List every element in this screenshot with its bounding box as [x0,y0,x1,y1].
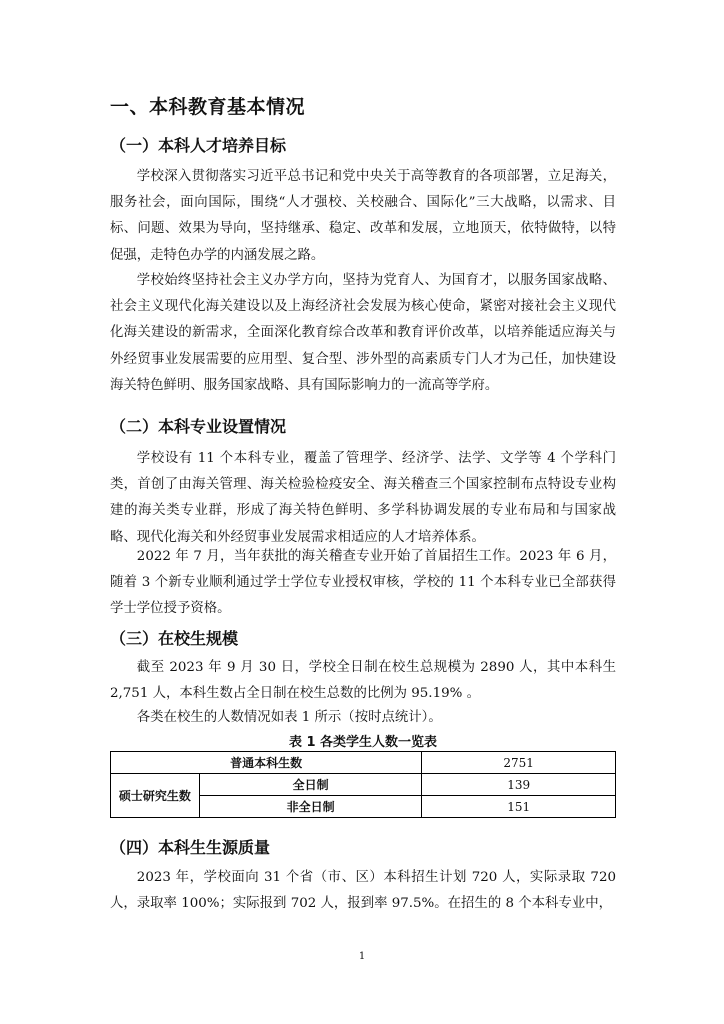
undergrad-label: 普通本科生数 [111,752,422,774]
table-row [111,752,616,774]
section-heading: 一、本科教育基本情况 [110,96,306,118]
paragraph-enrollment-2: 各类在校生的人数情况如表 1 所示（按时点统计）。 [136,710,442,725]
paragraph-goals-2: 学校始终坚持社会主义办学方向，坚持为党育人、为国育才，以服务国家战略、社会主义现代化海关建设以及上海经济社会发展为核心使命，紧密对接社会主义现代化海关建设的新需求，全面深化教育综合改革和教育评价改革，以培养能适应海关与外经贸事业发展需要的应用型、复合型、涉外型的高素质专门人才为己任，加快建设海关特色鲜明、服务国家战略、具有国际影响力的一流高等学府。 [110,273,616,393]
table-caption: 表 1 各类学生人数一览表 [288,735,438,750]
student-count-table [110,751,616,818]
parttime-value: 151 [422,796,616,818]
fulltime-value: 139 [422,774,616,796]
paragraph-majors-1: 学校设有 11 个本科专业，覆盖了管理学、经济学、法学、文学等 4 个学科门类，首创了由海关管理、海关检验检疫安全、海关稽查三个国家控制布点特设专业构建的海关类专业群，形成了海关特色鲜明、多学科协调发展的专业布局和与国家战略、现代化海关和外经贸事业发展需求相适应的人才培养体系。 [110,451,616,545]
subsection-heading-source-quality: （四）本科生生源质量 [110,838,271,857]
table-row [111,774,616,796]
master-label: 硕士研究生数 [111,774,200,818]
paragraph-goals-1: 学校深入贯彻落实习近平总书记和党中央关于高等教育的各项部署，立足海关，服务社会，面向国际，围绕“人才强校、关校融合、国际化”三大战略，以需求、目标、问题、效果为导向，坚持继承、稳定、改革和发展，立地顶天，依特做特，以特促强，走特色办学的内涵发展之路。 [110,169,616,263]
paragraph-enrollment-1: 截至 2023 年 9 月 30 日，学校全日制在校生总规模为 2890 人，其中本科生 2,751 人，本科生数占全日制在校生总数的比例为 95.19% 。 [110,660,616,702]
parttime-label: 非全日制 [199,796,422,818]
fulltime-label: 全日制 [199,774,422,796]
paragraph-source-quality-1: 2023 年，学校面向 31 个省（市、区）本科招生计划 720 人，实际录取 720 人，录取率 100%；实际报到 702 人，报到率 97.5%。在招生的 8 个本科专业中， [110,870,616,912]
subsection-heading-enrollment: （三）在校生规模 [110,629,239,648]
subsection-heading-majors: （二）本科专业设置情况 [110,417,287,436]
undergrad-value: 2751 [422,752,616,774]
page-number: 1 [358,951,366,962]
subsection-heading-goals: （一）本科人才培养目标 [110,136,287,155]
paragraph-majors-2: 2022 年 7 月，当年获批的海关稽查专业开始了首届招生工作。2023 年 6 月，随着 3 个新专业顺利通过学士学位专业授权审核，学校的 11 个本科专业已全部获得学士学位授予资格。 [110,549,616,617]
